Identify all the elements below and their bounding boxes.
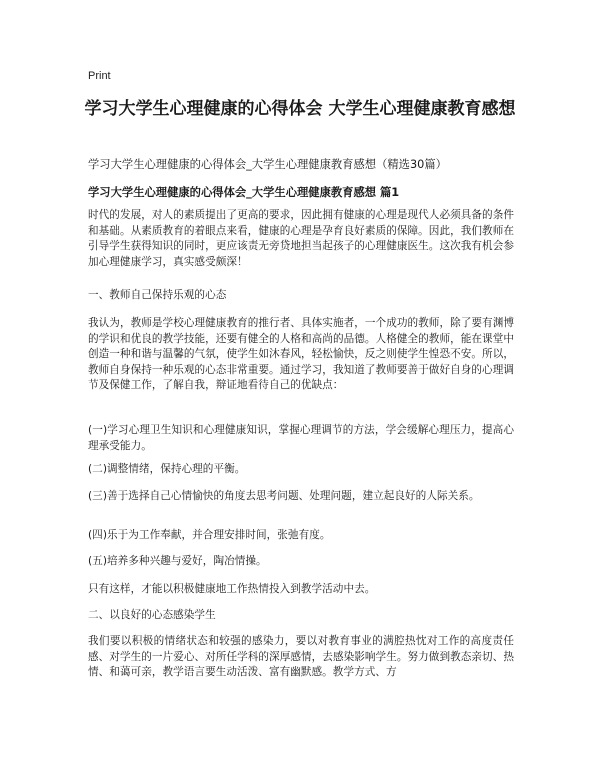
list-item: (一)学习心理卫生知识和心理健康知识，掌握心理调节的方法，学会缓解心理压力，提高心理承受能力。 [88,424,514,452]
list-item: (二)调整情绪，保持心理的平衡。 [88,463,246,475]
section-heading: 学习大学生心理健康的心得体会_大学生心理健康教育感想 篇1 [88,186,400,199]
document-subtitle: 学习大学生心理健康的心得体会_大学生心理健康教育感想（精选30篇） [88,158,447,171]
subheading-one: 一、教师自己保持乐观的心态 [88,289,227,301]
body-paragraph: 我认为，教师是学校心理健康教育的推行者、具体实施者，一个成功的教师，除了要有渊博的学识和优良的教学技能，还要有健全的人格和高尚的品德。人格健全的教师，能在课堂中创造一种和谐与温馨的气氛，使学生如沐春风，轻松愉快，反之则使学生惶恐不安。所以，教师自身保持一种乐观的心态非常重要。通过学习，我知道了教师要善于做好自身的心理调节及保健工作，了解自我，辩证地看待自己的优缺点： [88,317,514,391]
list-item: (三)善于选择自己心情愉快的角度去思考问题、处理问题，建立起良好的人际关系。 [88,490,480,502]
print-link[interactable]: Print [88,70,111,82]
body-paragraph: 只有这样，才能以积极健康地工作热情投入到教学活动中去。 [88,583,376,595]
list-item: (四)乐于为工作奉献，并合理安排时间，张弛有度。 [88,529,331,541]
intro-paragraph: 时代的发展，对人的素质提出了更高的要求，因此拥有健康的心理是现代人必须具备的条件和基础。从素质教育的着眼点来看，健康的心理是孕育良好素质的保障。因此，我们教师在引导学生获得知识的同时，更应该责无旁贷地担当起孩子的心理健康医生。这次我有机会参加心理健康学习，真实感受颇深！ [88,209,514,268]
subheading-two: 二、以良好的心态感染学生 [88,609,216,621]
list-item: (五)培养多种兴趣与爱好，陶冶情操。 [88,555,267,567]
page-title: 学习大学生心理健康的心得体会 大学生心理健康教育感想 [84,99,516,119]
body-paragraph: 我们要以积极的情绪状态和较强的感染力，要以对教育事业的满腔热忱对工作的高度责任感、对学生的一片爱心、对所任学科的深厚感情，去感染影响学生。努力做到教态亲切、热情、和蔼可亲，教学语言要生动活泼、富有幽默感。教学方式、方 [88,635,514,678]
